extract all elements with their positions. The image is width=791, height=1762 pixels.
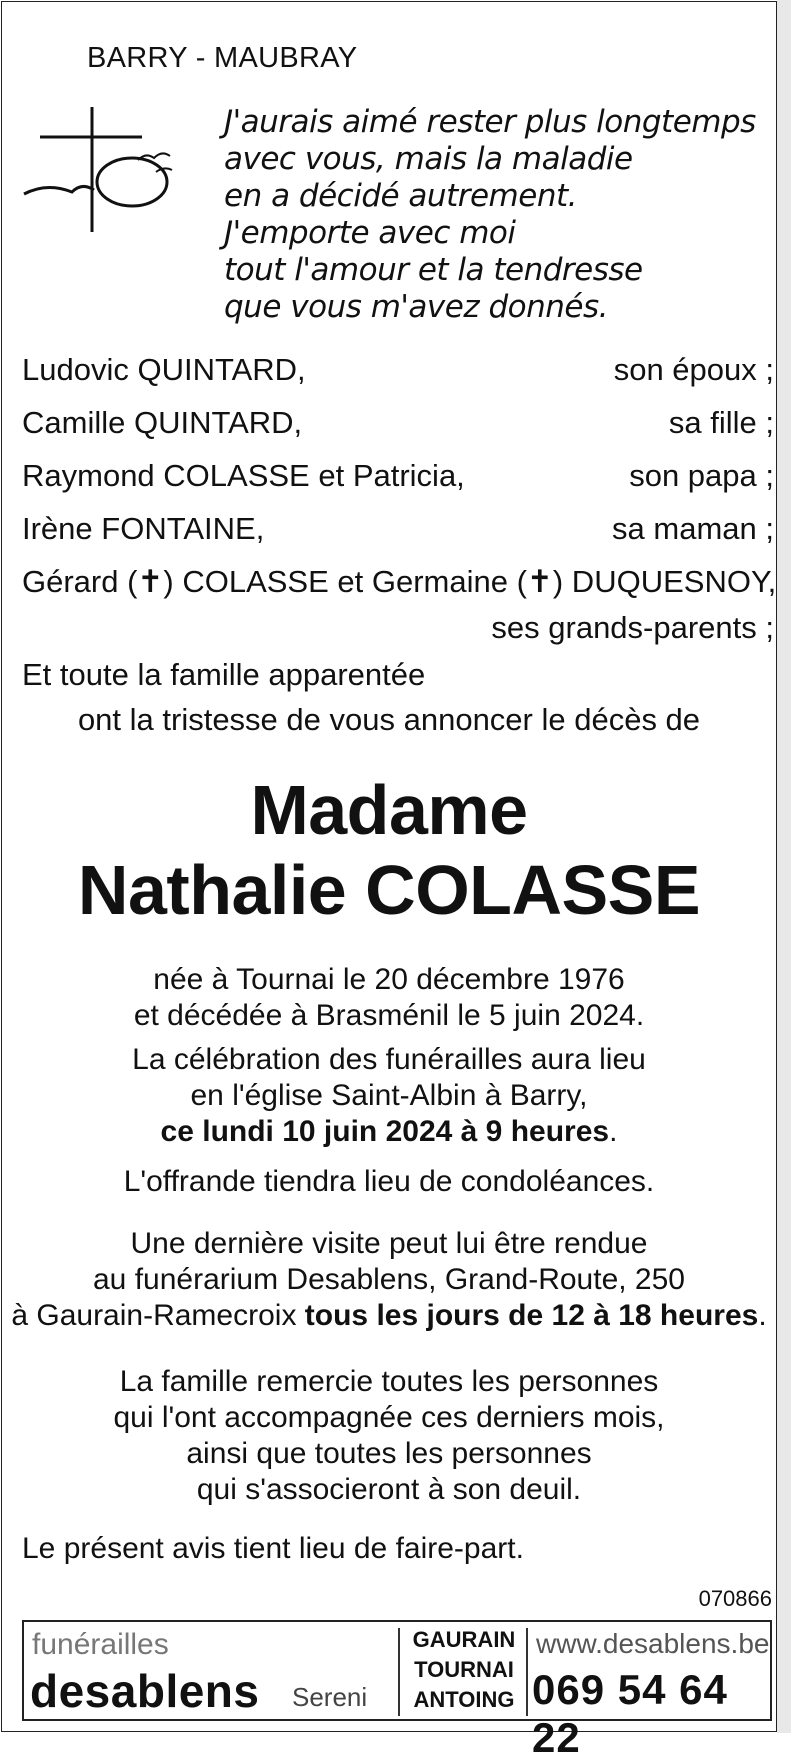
phone-number: 069 54 64 22: [532, 1666, 728, 1761]
family-row: [22, 511, 774, 551]
divider: [526, 1628, 528, 1716]
family-name: Raymond COLASSE et Patricia,: [22, 458, 465, 493]
family-row: [22, 458, 774, 498]
quote-line: J'aurais aimé rester plus longtemps: [224, 104, 756, 140]
obituary-notice: [1, 1, 777, 1761]
birth-line: née à Tournai le 20 décembre 1976: [153, 963, 625, 996]
visit-hours-bold: tous les jours de 12 à 18 heures: [304, 1299, 759, 1332]
family-name: Camille QUINTARD,: [22, 405, 303, 440]
brand-main: desablens: [30, 1665, 260, 1717]
deceased-title: Madame: [250, 771, 528, 849]
family-name: Ludovic QUINTARD,: [22, 352, 306, 387]
brand-sub: Sereni: [292, 1682, 368, 1712]
brand-top: funérailles: [32, 1628, 169, 1661]
location-header: BARRY - MAUBRAY: [87, 42, 358, 74]
quote-line: en a décidé autrement.: [224, 178, 577, 214]
ceremony-line: en l'église Saint-Albin à Barry,: [190, 1079, 588, 1112]
visit-line: Une dernière visite peut lui être rendue: [130, 1227, 648, 1260]
family-relation: sa maman ;: [612, 511, 774, 546]
visit-line: au funérarium Desablens, Grand-Route, 250: [92, 1263, 685, 1296]
family-row: [22, 564, 777, 604]
thanks-line: qui l'ont accompagnée ces derniers mois,: [113, 1401, 665, 1434]
thanks-line: ainsi que toutes les personnes: [186, 1437, 592, 1470]
family-row: [22, 405, 774, 445]
city: TOURNAI: [414, 1657, 514, 1682]
announcement: ont la tristesse de vous annoncer le décès de: [77, 702, 701, 737]
visit-prefix: à Gaurain-Ramecroix: [11, 1299, 305, 1332]
death-line: et décédée à Brasménil le 5 juin 2024.: [133, 999, 645, 1032]
city: ANTOING: [413, 1687, 515, 1712]
quote-line: tout l'amour et la tendresse: [224, 252, 643, 288]
divider: [398, 1628, 400, 1716]
notice-line: Le présent avis tient lieu de faire-part.: [22, 1532, 524, 1565]
ceremony-date-end: .: [609, 1115, 618, 1148]
city-list: [408, 1625, 520, 1715]
thanks-line: qui s'associeront à son deuil.: [196, 1473, 582, 1506]
ceremony-line: La célébration des funérailles aura lieu: [132, 1043, 646, 1076]
ceremony-date-bold: ce lundi 10 juin 2024 à 9 heures: [160, 1115, 610, 1148]
visit-end: .: [758, 1299, 767, 1332]
family-name: Irène FONTAINE,: [22, 511, 265, 546]
family-name: Gérard (✝) COLASSE et Germaine (✝) DUQUESNOY,: [22, 564, 777, 599]
deceased-name: Nathalie COLASSE: [77, 851, 701, 929]
thanks-line: La famille remercie toutes les personnes: [119, 1365, 659, 1398]
epitaph-quote: [224, 104, 756, 326]
cross-icon: [22, 102, 182, 247]
family-row: [22, 352, 774, 392]
family-relation: son époux ;: [613, 352, 774, 387]
family-row: [22, 610, 774, 650]
offering-line: L'offrande tiendra lieu de condoléances.: [123, 1165, 655, 1198]
family-closing: Et toute la famille apparentée: [22, 657, 426, 692]
city: GAURAIN: [412, 1627, 516, 1652]
visit-hours: [2, 1298, 776, 1334]
family-relation: ses grands-parents ;: [491, 610, 774, 645]
quote-line: que vous m'avez donnés.: [224, 289, 608, 325]
reference-number: 070866: [698, 1586, 772, 1611]
quote-line: avec vous, mais la maladie: [224, 141, 633, 177]
page-edge: [777, 0, 791, 1733]
website-link[interactable]: www.desablens.be: [536, 1628, 770, 1659]
family-relation: sa fille ;: [668, 405, 774, 440]
family-relation: son papa ;: [629, 458, 774, 493]
funeral-home-banner: [22, 1620, 772, 1761]
quote-line: J'emporte avec moi: [224, 215, 516, 251]
ceremony-date: [2, 1114, 776, 1150]
